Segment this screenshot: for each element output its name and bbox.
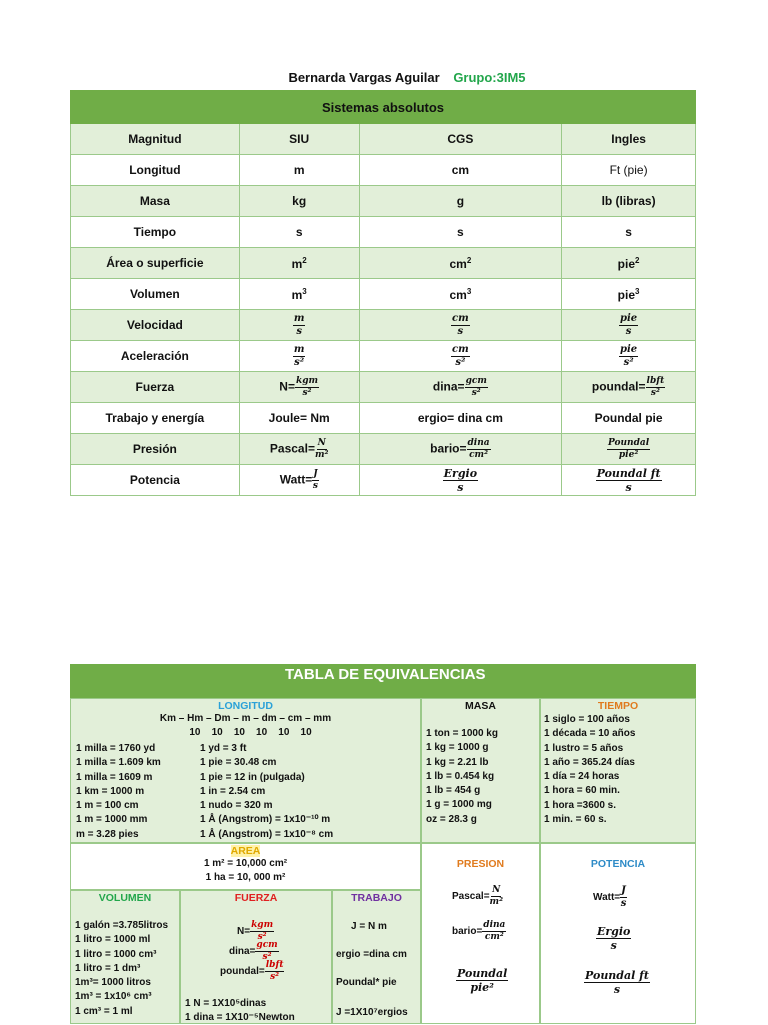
potencia-cell bbox=[540, 843, 696, 1024]
table-row bbox=[71, 403, 696, 434]
list-item: 1 litro = 1000 cm³ bbox=[75, 948, 157, 960]
column-header: Magnitud bbox=[71, 124, 240, 155]
column-header: SIU bbox=[239, 124, 359, 155]
poundal-force-formula: poundal= $\frac{\text{lbft}}{\text{s²}}$ bbox=[220, 960, 284, 982]
tiempo-cell bbox=[540, 698, 696, 843]
list-item: 1 litro = 1000 ml bbox=[75, 934, 151, 946]
ingles-cell: $\frac{\text{pie}}{\text{s²}}$ bbox=[562, 341, 696, 372]
list-item: 1 kg = 2.21 lb bbox=[426, 756, 489, 768]
list-item: 1 lustro = 5 años bbox=[544, 742, 624, 754]
masa-heading: MASA bbox=[465, 700, 496, 712]
watt-formula: Watt= $\frac{J}{s}$ bbox=[593, 885, 627, 909]
cgs-cell: cm bbox=[359, 155, 562, 186]
author-name: Bernarda Vargas Aguilar bbox=[288, 70, 440, 85]
magnitud-cell: Trabajo y energía bbox=[71, 403, 240, 434]
list-item: 1 lb = 454 g bbox=[426, 785, 481, 797]
document-header bbox=[0, 70, 768, 85]
ingles-cell: $\frac{\text{Poundal ft}}{s}$ bbox=[562, 465, 696, 496]
dina-formula: dina= $\frac{\text{gcm}}{\text{s²}}$ bbox=[229, 940, 278, 962]
list-item: 1m³ = 1x10⁶ cm³ bbox=[75, 991, 152, 1003]
list-item: 1 Å (Angstrom) = 1x10⁻⁸ cm bbox=[200, 828, 334, 840]
list-item: J =1X10⁷ergios bbox=[336, 1007, 408, 1018]
list-item: 1 década = 10 años bbox=[544, 728, 636, 740]
siu-cell: $\frac{m}{\text{s²}}$ bbox=[239, 341, 359, 372]
ingles-cell: poundal= $\frac{\text{lbft}}{\text{s²}}$ bbox=[562, 372, 696, 403]
siu-cell: $\frac{m}{s}$ bbox=[239, 310, 359, 341]
list-item: 1 milla = 1760 yd bbox=[76, 743, 156, 754]
siu-cell: Joule= Nm bbox=[239, 403, 359, 434]
list-item: 1 milla = 1.609 km bbox=[76, 757, 161, 769]
presion-heading: PRESION bbox=[456, 858, 505, 870]
presion-cell bbox=[421, 843, 540, 1024]
list-item: 1 pie = 12 in (pulgada) bbox=[200, 771, 305, 783]
tiempo-list bbox=[544, 713, 635, 827]
trabajo-heading: TRABAJO bbox=[351, 892, 402, 904]
equivalences-table bbox=[70, 664, 696, 1024]
list-item: 1 litro = 1 dm³ bbox=[75, 962, 141, 974]
absolute-systems-table bbox=[70, 90, 696, 496]
list-item: 1m³= 1000 litros bbox=[75, 977, 151, 989]
longitud-left-list bbox=[76, 742, 161, 842]
poundal-power-formula: $\frac{\text{Poundal ft}}{s}$ bbox=[585, 969, 649, 996]
bario-formula: bario= $\frac{\text{dina}}{\text{cm²}}$ bbox=[452, 920, 506, 942]
tiempo-heading: TIEMPO bbox=[597, 700, 639, 712]
column-header: Ingles bbox=[562, 124, 696, 155]
table-title-row bbox=[71, 91, 696, 124]
group-label: Grupo:3IM5 bbox=[453, 70, 526, 85]
poundal-pressure-formula: $\frac{\text{Poundal}}{\text{pie²}}$ bbox=[457, 967, 508, 994]
list-item: 1 N = 1X10⁵dinas bbox=[185, 998, 267, 1009]
list-item: 1 m = 100 cm bbox=[76, 800, 139, 812]
magnitud-cell: Presión bbox=[71, 434, 240, 465]
siu-cell: m bbox=[239, 155, 359, 186]
area-heading: AREA bbox=[230, 845, 261, 857]
list-item: 1 g = 1000 mg bbox=[426, 799, 492, 811]
list-item: J = N m bbox=[351, 921, 387, 932]
volumen-list bbox=[75, 919, 168, 1019]
potencia-heading: POTENCIA bbox=[590, 858, 646, 870]
cgs-cell: $\frac{\text{Ergio}}{s}$ bbox=[359, 465, 562, 496]
volumen-cell bbox=[70, 890, 180, 1024]
list-item: 1 dina = 1X10⁻⁵Newton bbox=[185, 1012, 295, 1023]
table-header-row bbox=[71, 124, 696, 155]
longitud-factors-line: 10 10 10 10 10 10 bbox=[189, 727, 312, 738]
longitud-right-list bbox=[200, 742, 333, 842]
siu-cell: kg bbox=[239, 186, 359, 217]
ergio-formula: $\frac{\text{Ergio}}{s}$ bbox=[597, 925, 631, 952]
siu-cell: $m^3$ bbox=[239, 279, 359, 310]
siu-cell: s bbox=[239, 217, 359, 248]
magnitud-cell: Velocidad bbox=[71, 310, 240, 341]
magnitud-cell: Volumen bbox=[71, 279, 240, 310]
longitud-cell bbox=[70, 698, 421, 843]
list-item: 1 kg = 1000 g bbox=[426, 742, 489, 754]
area-cell bbox=[70, 843, 421, 890]
magnitud-cell: Aceleración bbox=[71, 341, 240, 372]
magnitud-cell: Masa bbox=[71, 186, 240, 217]
list-item: 1 cm³ = 1 ml bbox=[75, 1005, 133, 1017]
fuerza-heading: FUERZA bbox=[234, 892, 278, 904]
cgs-cell: $\frac{cm}{\text{s²}}$ bbox=[359, 341, 562, 372]
list-item: 1 lb = 0.454 kg bbox=[426, 770, 495, 782]
list-item: 1 hora =3600 s. bbox=[544, 799, 616, 811]
longitud-units-line: Km – Hm – Dm – m – dm – cm – mm bbox=[159, 713, 332, 724]
masa-cell bbox=[421, 698, 540, 843]
cgs-cell: s bbox=[359, 217, 562, 248]
ingles-cell: $\frac{\text{Poundal}}{\text{pie²}}$ bbox=[562, 434, 696, 465]
list-item: 1 Å (Angstrom) = 1x10⁻¹⁰ m bbox=[200, 814, 331, 826]
list-item: 1 siglo = 100 años bbox=[544, 714, 630, 725]
fuerza-cell bbox=[180, 890, 332, 1024]
list-item: 1 ton = 1000 kg bbox=[426, 728, 498, 739]
volumen-heading: VOLUMEN bbox=[98, 892, 152, 904]
newton-formula: N= $\frac{\text{kgm}}{\text{s²}}$ bbox=[237, 920, 274, 942]
cgs-cell: $cm^2$ bbox=[359, 248, 562, 279]
table-row bbox=[71, 155, 696, 186]
list-item: 1 km = 1000 m bbox=[76, 785, 145, 797]
list-item: 1 m = 1000 mm bbox=[76, 814, 148, 826]
table-row bbox=[71, 310, 696, 341]
list-item: m = 3.28 pies bbox=[76, 828, 139, 840]
list-item: 1 hora = 60 min. bbox=[544, 785, 620, 797]
table-row bbox=[71, 372, 696, 403]
magnitud-cell: Área o superficie bbox=[71, 248, 240, 279]
siu-cell: $m^2$ bbox=[239, 248, 359, 279]
ingles-cell: pie$^3$ bbox=[562, 279, 696, 310]
ingles-cell: pie$^2$ bbox=[562, 248, 696, 279]
cgs-cell: ergio= dina cm bbox=[359, 403, 562, 434]
table-title: Sistemas absolutos bbox=[71, 91, 696, 124]
list-item: 1 in = 2.54 cm bbox=[200, 785, 266, 797]
list-item: 1 min. = 60 s. bbox=[544, 814, 607, 826]
magnitud-cell: Longitud bbox=[71, 155, 240, 186]
list-item: 1 yd = 3 ft bbox=[200, 743, 247, 754]
list-item: 1 pie = 30.48 cm bbox=[200, 757, 277, 769]
cgs-cell: g bbox=[359, 186, 562, 217]
list-item: 1 año = 365.24 días bbox=[544, 756, 635, 768]
magnitud-cell: Tiempo bbox=[71, 217, 240, 248]
magnitud-cell: Fuerza bbox=[71, 372, 240, 403]
masa-list bbox=[426, 727, 498, 827]
table-row bbox=[71, 217, 696, 248]
ingles-cell: Poundal pie bbox=[562, 403, 696, 434]
cgs-cell: dina= $\frac{\text{gcm}}{\text{s²}}$ bbox=[359, 372, 562, 403]
list-item: 1 ha = 10, 000 m² bbox=[205, 872, 286, 883]
trabajo-cell bbox=[332, 890, 421, 1024]
list-item: oz = 28.3 g bbox=[426, 813, 477, 825]
pascal-formula: Pascal= $\frac{N}{\text{m²}}$ bbox=[452, 885, 504, 907]
ingles-cell: s bbox=[562, 217, 696, 248]
equivalences-title: TABLA DE EQUIVALENCIAS bbox=[70, 664, 696, 698]
table-row bbox=[71, 341, 696, 372]
siu-cell: Watt= $\frac{J}{s}$ bbox=[239, 465, 359, 496]
magnitud-cell: Potencia bbox=[71, 465, 240, 496]
ingles-cell: lb (libras) bbox=[562, 186, 696, 217]
table-row bbox=[71, 465, 696, 496]
list-item: 1 nudo = 320 m bbox=[200, 800, 273, 812]
cgs-cell: bario= $\frac{\text{dina}}{\text{cm²}}$ bbox=[359, 434, 562, 465]
ingles-cell: $\frac{\text{pie}}{s}$ bbox=[562, 310, 696, 341]
list-item: 1 día = 24 horas bbox=[544, 771, 620, 783]
list-item: 1 m² = 10,000 cm² bbox=[203, 858, 288, 869]
list-item: 1 milla = 1609 m bbox=[76, 771, 153, 783]
list-item: ergio =dina cm bbox=[336, 949, 407, 960]
column-header: CGS bbox=[359, 124, 562, 155]
siu-cell: N= $\frac{\text{kgm}}{\text{s²}}$ bbox=[239, 372, 359, 403]
table-row bbox=[71, 434, 696, 465]
table-row bbox=[71, 186, 696, 217]
table-row bbox=[71, 279, 696, 310]
list-item: Poundal* pie bbox=[336, 977, 397, 988]
siu-cell: Pascal= $\frac{N}{\text{m²}}$ bbox=[239, 434, 359, 465]
ingles-cell: Ft (pie) bbox=[562, 155, 696, 186]
longitud-heading: LONGITUD bbox=[218, 700, 273, 712]
list-item: 1 galón =3.785litros bbox=[75, 920, 169, 931]
table-row bbox=[71, 248, 696, 279]
cgs-cell: $cm^3$ bbox=[359, 279, 562, 310]
cgs-cell: $\frac{cm}{s}$ bbox=[359, 310, 562, 341]
